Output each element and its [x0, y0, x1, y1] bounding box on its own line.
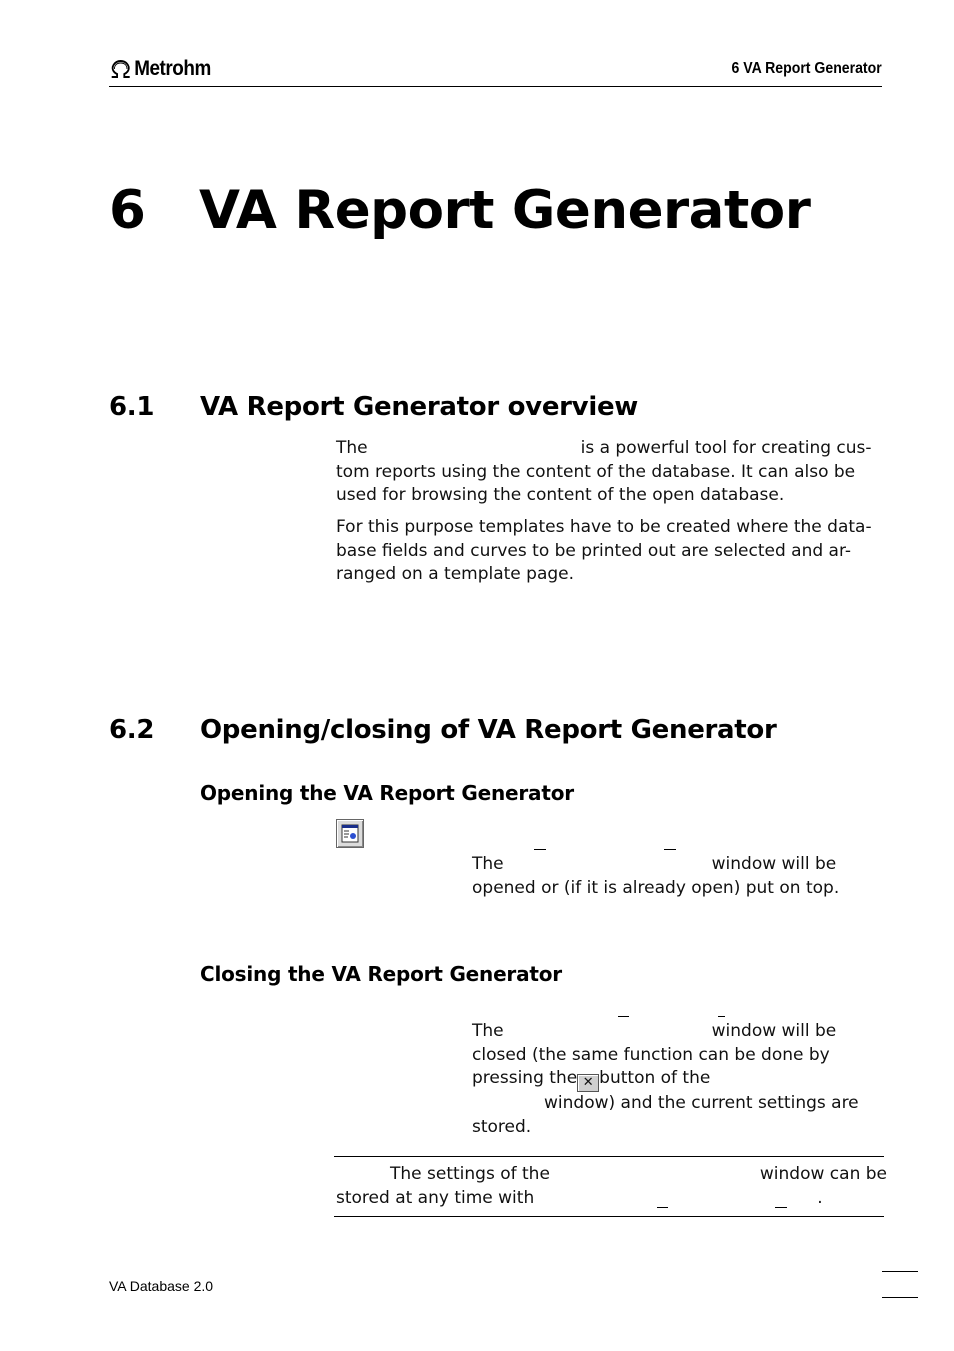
- section-number: 6.1: [109, 392, 155, 422]
- text-line: window will be: [711, 1021, 837, 1041]
- note-top-rule: [334, 1156, 884, 1157]
- overview-paragraph-1: [336, 437, 872, 508]
- page-number-rule-bottom: [882, 1297, 918, 1298]
- text-line: The settings of the: [390, 1164, 550, 1184]
- menu-accelerator-underline: [657, 1207, 668, 1208]
- text-line: window) and the current settings are: [544, 1093, 859, 1113]
- closing-description: [472, 1020, 859, 1139]
- text-line: ranged on a template page.: [336, 564, 575, 584]
- text-line: The: [472, 1021, 504, 1041]
- text-line: opened or (if it is already open) put on top.: [472, 877, 840, 898]
- closing-heading: Closing the VA Report Generator: [200, 962, 562, 986]
- text-line: tom reports using the content of the database. It can also be: [336, 461, 856, 482]
- menu-accelerator-underline: [775, 1207, 787, 1208]
- chapter-number: 6: [109, 180, 146, 241]
- text-line: closed (the same function can be done by: [472, 1044, 830, 1065]
- chapter-title-text: VA Report Generator: [199, 180, 811, 241]
- text-line: window can be: [759, 1164, 887, 1184]
- menu-accelerator-underline: [534, 849, 546, 850]
- text-line: window will be: [711, 854, 837, 874]
- text-line: stored.: [472, 1116, 532, 1137]
- section-heading-6-1: [109, 394, 638, 420]
- text-line: For this purpose templates have to be created where the data-: [336, 517, 872, 537]
- metrohm-logo: [109, 57, 211, 81]
- section-title: VA Report Generator overview: [200, 392, 638, 422]
- text-line: used for browsing the content of the open database.: [336, 485, 785, 505]
- overview-paragraph-2: [336, 516, 872, 587]
- text-line: The: [336, 438, 368, 458]
- menu-accelerator-underline: [618, 1016, 629, 1017]
- text-line: stored at any time with: [336, 1187, 535, 1208]
- opening-heading: Opening the VA Report Generator: [200, 781, 574, 805]
- text-line: is a powerful tool for creating cus-: [580, 438, 872, 458]
- footer-product: VA Database 2.0: [109, 1278, 214, 1294]
- header-divider: [109, 86, 882, 87]
- text-line: pressing the: [472, 1068, 578, 1088]
- text-line: button of the: [599, 1068, 711, 1088]
- page-number-rule-top: [882, 1271, 918, 1272]
- report-generator-icon[interactable]: [336, 819, 364, 848]
- chapter-title: [109, 180, 811, 241]
- close-icon: ✕: [577, 1074, 599, 1092]
- section-number: 6.2: [109, 715, 155, 745]
- report-window-icon: [337, 820, 363, 847]
- menu-accelerator-underline: [718, 1016, 725, 1017]
- note-text: [336, 1163, 887, 1210]
- note-bottom-rule: [334, 1216, 884, 1217]
- text-line: The: [472, 854, 504, 874]
- menu-accelerator-underline: [664, 849, 676, 850]
- omega-logo-icon: [109, 59, 132, 79]
- text-line: base fields and curves to be printed out are selected and ar-: [336, 540, 852, 561]
- logo-text: Metrohm: [134, 57, 211, 80]
- section-title: Opening/closing of VA Report Generator: [200, 715, 777, 745]
- section-heading-6-2: [109, 717, 777, 743]
- opening-description: [472, 853, 839, 900]
- text-line: .: [817, 1187, 823, 1208]
- running-header-title: 6 VA Report Generator: [731, 60, 882, 77]
